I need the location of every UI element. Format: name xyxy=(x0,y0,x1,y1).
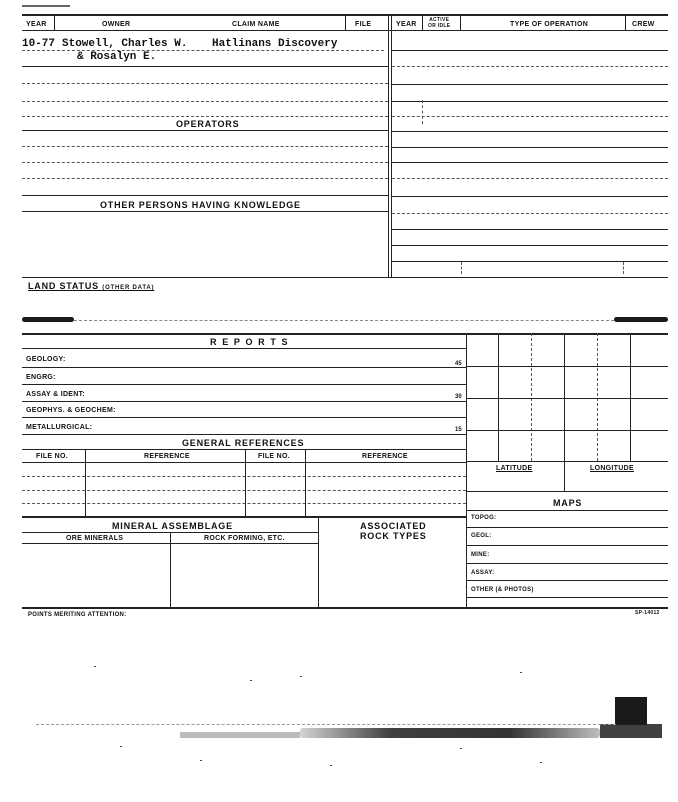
scan-smudge-line xyxy=(74,320,614,321)
coordinate-grid-line xyxy=(564,333,565,491)
mineral-divider xyxy=(318,516,319,607)
maps-rule xyxy=(467,580,668,581)
operators-rule xyxy=(22,130,388,131)
points-meriting-attention-label: POINTS MERITING ATTENTION: xyxy=(28,612,127,618)
owner-row-rule xyxy=(22,50,384,51)
operation-row-rule xyxy=(392,131,668,132)
operation-tick xyxy=(461,262,462,274)
operation-row-rule xyxy=(392,50,668,51)
references-reference-2: REFERENCE xyxy=(362,453,408,460)
reports-geophys: GEOPHYS. & GEOCHEM: xyxy=(26,407,116,414)
header-year-2: YEAR xyxy=(396,21,417,28)
header-type-of-operation: TYPE OF OPERATION xyxy=(510,21,589,28)
upper-section-bottom-rule xyxy=(22,277,668,278)
operation-row-rule xyxy=(392,213,668,214)
general-references-heading: GENERAL REFERENCES xyxy=(182,438,305,448)
references-rule xyxy=(22,490,466,491)
references-divider xyxy=(85,449,86,516)
operation-row-rule xyxy=(392,147,668,148)
column-divider xyxy=(391,15,392,277)
operators-heading: OPERATORS xyxy=(176,119,240,129)
scan-noise-band xyxy=(600,724,662,738)
coordinate-grid-line xyxy=(531,333,532,461)
coordinate-bottom-rule xyxy=(467,491,668,492)
maps-topog: TOPOG: xyxy=(471,515,497,521)
scan-noise-band xyxy=(180,732,300,738)
reports-rule xyxy=(22,401,466,402)
other-persons-rule xyxy=(22,211,388,212)
form-code: SP-14012 xyxy=(635,610,660,616)
reports-engrg: ENGRG: xyxy=(26,374,56,381)
operation-row-rule xyxy=(392,84,668,85)
reports-number: 30 xyxy=(455,394,462,400)
coordinate-grid-line xyxy=(597,333,598,461)
header-year: YEAR xyxy=(26,21,47,28)
references-rule xyxy=(22,476,466,477)
associated-rock-types-heading: ASSOCIATED ROCK TYPES xyxy=(360,521,427,541)
operation-row-rule xyxy=(392,101,668,102)
coordinate-grid-line xyxy=(498,333,499,461)
reports-rule xyxy=(22,417,466,418)
entry-owner-line1: Stowell, Charles W. xyxy=(62,38,188,50)
rock-forming-label: ROCK FORMING, ETC. xyxy=(204,535,285,542)
coordinate-grid-line xyxy=(467,430,668,431)
references-reference-1: REFERENCE xyxy=(144,453,190,460)
reports-rule xyxy=(22,434,466,435)
operation-tick xyxy=(623,262,624,274)
references-rule xyxy=(22,449,466,450)
lower-section-divider xyxy=(466,333,467,607)
maps-rule xyxy=(467,510,668,511)
reports-number: 45 xyxy=(455,361,462,367)
reports-heading: R E P O R T S xyxy=(210,337,290,347)
maps-other: OTHER (& PHOTOS) xyxy=(471,587,534,593)
operators-rule xyxy=(22,146,388,147)
references-bottom-rule xyxy=(22,516,466,518)
references-rule xyxy=(22,503,466,504)
land-status-heading: LAND STATUS (OTHER DATA) xyxy=(28,281,155,291)
references-file-no-1: FILE NO. xyxy=(36,453,68,460)
header-divider xyxy=(460,15,461,30)
owner-row-rule xyxy=(22,66,388,67)
top-left-smudge xyxy=(22,5,70,7)
references-rule xyxy=(22,462,466,463)
operation-row-rule xyxy=(392,229,668,230)
scan-noise-block xyxy=(615,697,647,725)
scan-speck xyxy=(250,680,252,681)
mineral-assemblage-heading: MINERAL ASSEMBLAGE xyxy=(112,521,233,531)
header-file: FILE xyxy=(355,21,372,28)
reports-rule xyxy=(22,348,466,349)
operation-row-rule xyxy=(392,261,668,262)
scan-smudge-left xyxy=(22,317,74,322)
operators-rule xyxy=(22,195,388,196)
scan-speck xyxy=(94,666,96,667)
maps-rule xyxy=(467,527,668,528)
header-owner: OWNER xyxy=(102,21,131,28)
ore-minerals-label: ORE MINERALS xyxy=(66,535,124,542)
operation-row-rule xyxy=(392,162,668,163)
maps-heading: MAPS xyxy=(553,498,583,508)
other-persons-heading: OTHER PERSONS HAVING KNOWLEDGE xyxy=(100,200,301,210)
header-claim-name: CLAIM NAME xyxy=(232,21,280,28)
owner-row-rule xyxy=(22,83,388,84)
header-divider xyxy=(625,15,626,30)
header-active-idle: ACTIVE OR IDLE xyxy=(428,17,451,29)
owner-row-rule xyxy=(22,101,388,102)
column-divider xyxy=(388,15,389,277)
scan-smudge-right xyxy=(614,317,668,322)
longitude-label: LONGITUDE xyxy=(590,465,634,472)
coordinate-grid-line xyxy=(630,333,631,461)
maps-rule xyxy=(467,597,668,598)
maps-rule xyxy=(467,563,668,564)
scan-speck xyxy=(330,765,332,766)
scan-speck xyxy=(460,748,462,749)
references-file-no-2: FILE NO. xyxy=(258,453,290,460)
operation-tick xyxy=(422,100,423,124)
entry-owner-line2: & Rosalyn E. xyxy=(77,51,157,63)
operation-row-rule xyxy=(392,116,668,117)
coordinate-grid-line xyxy=(467,366,668,367)
scan-speck xyxy=(520,672,522,673)
scan-speck xyxy=(300,676,302,677)
entry-claim-name: Hatlinans Discovery xyxy=(212,38,338,50)
operators-rule xyxy=(22,162,388,163)
maps-geol: GEOL: xyxy=(471,533,492,539)
scan-noise-line xyxy=(36,724,616,725)
reports-assay: ASSAY & IDENT: xyxy=(26,391,86,398)
entry-year: 10-77 xyxy=(22,38,56,50)
scan-speck xyxy=(200,760,202,761)
lower-section-bottom-rule xyxy=(22,607,668,609)
header-divider xyxy=(345,15,346,30)
latitude-label: LATITUDE xyxy=(496,465,533,472)
coordinate-grid-line xyxy=(467,461,668,462)
references-divider xyxy=(245,449,246,516)
reports-rule xyxy=(22,384,466,385)
scan-speck xyxy=(540,762,542,763)
operation-row-rule xyxy=(392,196,668,197)
references-divider xyxy=(305,449,306,516)
scan-speck xyxy=(120,746,122,747)
header-bottom-rule xyxy=(22,30,668,31)
maps-assay: ASSAY: xyxy=(471,570,495,576)
reports-geology: GEOLOGY: xyxy=(26,356,66,363)
operation-row-rule xyxy=(392,66,668,67)
operation-row-rule xyxy=(392,245,668,246)
operators-rule xyxy=(22,178,388,179)
header-crew: CREW xyxy=(632,21,655,28)
lower-section-top-rule xyxy=(22,333,668,335)
reports-rule xyxy=(22,367,466,368)
scan-noise-band xyxy=(300,728,600,738)
operation-row-rule xyxy=(392,178,668,179)
reports-number: 15 xyxy=(455,427,462,433)
header-divider xyxy=(54,15,55,30)
header-divider xyxy=(422,15,423,30)
owner-row-rule xyxy=(22,116,388,117)
mineral-divider xyxy=(170,532,171,607)
maps-rule xyxy=(467,545,668,546)
reports-metallurgical: METALLURGICAL: xyxy=(26,424,93,431)
coordinate-grid-line xyxy=(467,398,668,399)
maps-mine: MINE: xyxy=(471,552,490,558)
